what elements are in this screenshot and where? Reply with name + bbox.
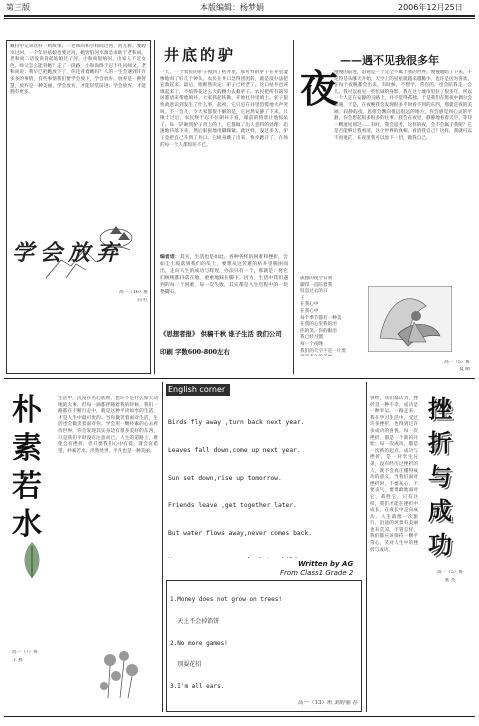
phrase-line: 3.I'm all ears. xyxy=(170,682,225,690)
english-corner-label: English corner xyxy=(168,385,226,394)
night-body: 慢慢的前进，沿途是一个完全不属于我的世界。慢慢地暗了下来，不记得是从哪天开始，天空上的星星就越来越稀少。也许是因为喜欢，在每个夜晚都会出来。有时候，不想学，常有的，也会陪我走一会儿，我可以看见一些忙碌的身影，我在这个城市里住了很多年，所以一个人走在安静的马路上，并不觉得孤独。于是我们在黑夜中偶尔会相遇，于是，在夜晚我会发现很多平时看不到的东西，那就是夜的美丽。寂静的夜，思绪会飘向很远很远的地方，你会感觉到心灵的平静，你会想起很多很多的往事。我会在夜里，静静地看着天空，等待一颗流星划过……有时，我会思考，这样的夜，会不会属于我呢？它是否能够让我看清，这个世界的真相，看清我自己？这样，我就可以不再迷茫，在夜里我可以放下一切，做我自己。 xyxy=(334,70,472,141)
editor-credit xyxy=(200,2,264,14)
editor-label: 本版编辑： xyxy=(200,3,240,12)
frog-editor-note xyxy=(160,254,288,324)
footer-rule xyxy=(4,716,475,717)
setback-class: 高一（5）班 xyxy=(437,570,463,575)
simple-author: 王 燕 xyxy=(12,658,23,663)
phrase-line: 2.No more games! xyxy=(170,639,228,647)
frog-footer-2: 印刷 字数600-800左右 xyxy=(160,348,230,356)
issue-date: 2006年12月25日 xyxy=(398,3,463,12)
setback-heading: 挫折与成功 xyxy=(428,395,452,559)
english-phrases xyxy=(170,582,360,698)
english-signature-class: From Class1 Grade 2 xyxy=(280,569,354,577)
header-rule xyxy=(4,15,475,17)
night-author: 夏 晴 xyxy=(459,367,470,372)
phrase-line: 别耍花招 xyxy=(170,661,202,669)
column-divider-1 xyxy=(154,40,155,374)
column-divider-2 xyxy=(293,40,294,374)
english-poem xyxy=(168,400,364,558)
mid-page-rule xyxy=(4,378,475,379)
page-number: 第三版 xyxy=(6,3,30,12)
frog-title: 井底的驴 xyxy=(164,46,237,64)
simple-class: 高一（7）班 xyxy=(12,650,38,655)
poem-line: Sun set down,rise up tomorrow. xyxy=(168,474,282,482)
poem-line: Birds fly away ,turn back next year. xyxy=(168,419,305,427)
learn-give-up-class: 高一（16）班 xyxy=(119,290,148,295)
night-class: 高一（5）班 xyxy=(444,360,470,365)
simple-heading: 朴素若水 xyxy=(12,393,42,542)
setback-body: 曾经，我们都认为，挫折是一种不幸，成功是一种幸运。一路走来，我在学习生活中，受过许多挫折，也得到过许多成功的喜悦。每一次挫折，都是一个新的开始；每一次成功，都是一次新的起点。成功与挫折，是一对孪生兄弟，没有经历过挫折的人，就不会真正懂得成功的意义。当我们面对挫折时，不要灰心，不要丧气，要勇敢地面对它，战胜它，只有这样，我们才能在挫折中成长，在成长中走向成功。人生就像一次旅行，沿途的风景有美丽也有荒凉，不管怎样，我们都应该保持一颗平常心，笑对人生中的挫折与成功。 xyxy=(370,396,418,553)
frog-note-text: 其实，生活也是如此，各种各样的困难和挫折，会如尘土般落到我们的头上，要想从这苦难的枯井里脱困而出，走向人生的成功与辉煌，办法只有一个，那就是：将它们统统都抖落在地，重重地踩在脚下。因为，生活中我们遇到的每一个困难，每一次失败，其实都是人生历程中的一块垫脚石。 xyxy=(160,255,288,295)
poem-line xyxy=(168,556,364,558)
english-signature: Written by AG xyxy=(298,560,354,568)
setback-author: 张 杰 xyxy=(444,578,456,583)
poem-line: Leaves fall down,come up next year. xyxy=(168,447,301,455)
phrase-line: 1.Money does not grow on trees! xyxy=(170,596,282,604)
learn-give-up-heading xyxy=(8,226,148,280)
frog-note-label: 编者语： xyxy=(160,254,180,260)
english-class-line: 高一（13）班 刘婷丽 荐 xyxy=(298,700,358,706)
learn-give-up-heading-text: 学会放弃 xyxy=(12,241,125,266)
editor-name: 杨梦娟 xyxy=(240,3,264,12)
learn-give-up-body: 戴拉中记录这样一则故事。一老和尚和小和尚过河，河无桥。要蹚水过河，一个年轻姑娘也要过河，她害怕河水湍急求助于老和尚。老和尚二话没说背起姑娘过了河。小和尚很纳闷，出家人不近女色，师父怎么能背她？走了一段路，小和尚终于忍不住问师父。老和尚说：我早已把她放下了，你还背着她吗？人的一生会遇到许许多多的事情，有些事情我们要学会放下，学会放弃。放弃是一种智慧，放弃是一种美丽。学会放弃，才能轻装前进；学会放弃，才能拥有更多。 xyxy=(10,44,146,96)
header-rule-thin xyxy=(4,18,475,19)
frog-body: 一天，一个农民的驴子掉到了枯井里。那可怜的驴子在井里凄惨地叫了好几个钟头，农民在井口急得团团转，就是没办法把它救起来。最后，他断然决定：驴子已经老了，这口枯井也该填起来了，不值得花这么大的精力去救驴子。农民把所有的邻居都请来帮他填井。大家抓起铁锹，开始往井里填土。驴子很快就意识到发生了什么事，起初，它只是在井里恐慌地大声哭叫。不一会儿，令大家都很不解的是，它居然安静了下来。几锹土过后，农民终于忍不住朝井下看，眼前的情景让他惊呆了。每一铲砸到驴子背上的土，它都做了出人意料的处理：迅速地抖落下来，然后狠狠地用脚踩紧。就这样，没过多久，驴子竟把自己升到了井口。它纵身跳了出来，快步跑开了，在场的每一个人都惊诧不已。 xyxy=(160,70,288,148)
poem-line: But water flows away,never comes back. xyxy=(168,529,313,537)
night-poem: 孤独的夜空有我 脚印一直陪着我 叹息过去的日 子 在我心中 在我心中 每个季节都有一种美 在我的心里我的泪 你的笑，你的眼泪 我已经习惯 每一个夜晚 我们的天空不是一片黑 xyxy=(300,276,346,354)
column-divider-3 xyxy=(162,382,163,712)
flower-illustration xyxy=(90,640,150,700)
phrase-line: 天上不会掉馅饼 xyxy=(170,618,220,626)
leaf-ornament xyxy=(18,540,46,580)
frog-footer: 《思想者报》 供稿千秋 谁子生活 我们公司 xyxy=(160,330,282,338)
simple-body: 生活中，沉浸在名心底初，也许不是什么惊天动地的大事，但每一滴都伴随着我的时候，我们一路都在不断行走中，就是这种平淡如水的生活，才是人生中最可贵的。当你微笑着面对生活，生活也会微笑着面对你。学会用一颗朴素的心去看待世界，你会发现其实身边有很多美好的东西，只是我们平时没有注意而已。人生的道路上，难免会有挫折，但只要我们心中有爱，就会有希望。朴素若水，淡然处世，平凡也是一种美丽。 xyxy=(58,396,158,454)
night-title-big: 夜 xyxy=(300,66,339,111)
angel-illustration xyxy=(368,286,452,352)
poem-line: Friends leave ,get together later. xyxy=(168,502,297,510)
learn-give-up-author: 向 红 xyxy=(137,298,148,303)
night-title-sub: ——遇不见我很多年 xyxy=(340,54,439,67)
column-divider-4 xyxy=(366,382,367,712)
